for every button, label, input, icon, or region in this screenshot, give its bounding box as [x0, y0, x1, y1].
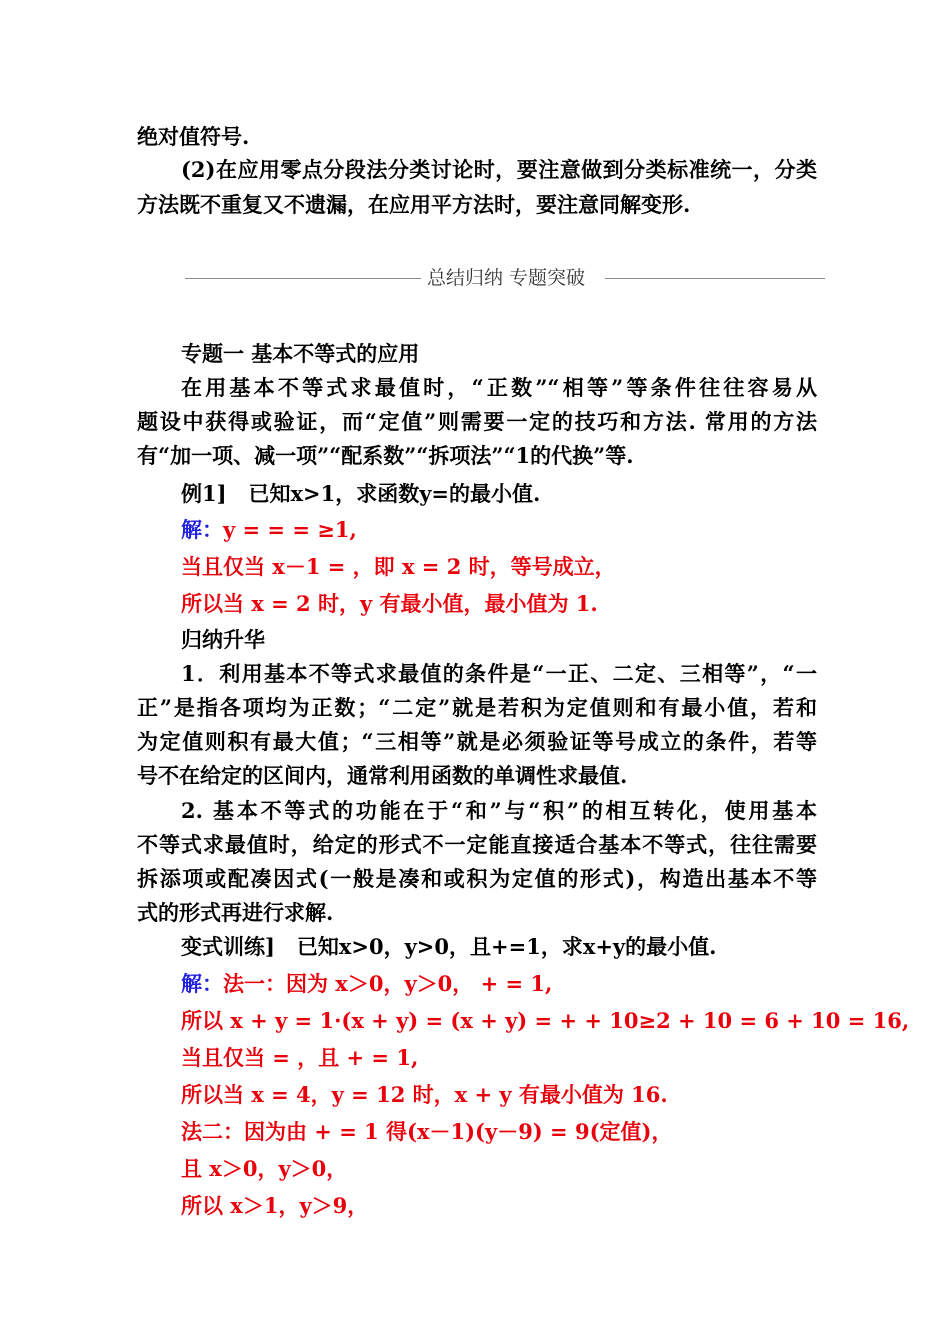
- variant-method1-line-3: 当且仅当 = ，且 + = 1,: [181, 1045, 419, 1070]
- summary-line-2: 正”是指各项均为正数；“二定”就是若积为定值则和有最小值，若和: [137, 695, 817, 720]
- divider-rule-right: [605, 278, 825, 279]
- variant-method1-line-4: 所以当 x = 4，y = 12 时，x + y 有最小值为 16.: [181, 1082, 668, 1107]
- variant-label: 变式训练]: [181, 934, 275, 959]
- summary-line-1: 1．利用基本不等式求最值的条件是“一正、二定、三相等”，“一: [181, 661, 817, 686]
- summary-line-8: 式的形式再进行求解.: [137, 900, 334, 925]
- variant-method1-line-1: [181, 966, 817, 1002]
- summary-line-6: 不等式求最值时，给定的形式不一定能直接适合基本不等式，往往需要: [137, 832, 817, 857]
- divider-rule-left: [185, 278, 421, 279]
- topic-heading: 专题一 基本不等式的应用: [181, 341, 420, 366]
- variant-problem: [181, 929, 817, 965]
- example1-solution-line-2: 当且仅当 x－1 = ，即 x = 2 时，等号成立，: [181, 554, 616, 579]
- variant-method2-line-3: 所以 x＞1，y＞9，: [181, 1193, 369, 1218]
- variant-method1-line-2: 所以 x + y = 1·(x + y) = (x + y) = + + 10≥2 + 10 = 6 + 10 = 16,: [181, 1008, 910, 1033]
- summary-line-7: 拆添项或配凑因式(一般是凑和或积为定值的形式)，构造出基本不等: [137, 866, 817, 891]
- intro-line-1: 绝对值符号.: [137, 124, 250, 149]
- example1-solution-text-1: y = = = ≥1,: [223, 517, 357, 542]
- variant-method2-text-1: 因为由 + = 1 得(x－1)(y－9) = 9(定值)，: [244, 1119, 673, 1144]
- example1-text: 已知x>1，求函数y=的最小值.: [248, 481, 541, 506]
- example1-label: 例1]: [181, 481, 227, 506]
- topic-intro-line-2: 题设中获得或验证，而“定值”则需要一定的技巧和方法. 常用的方法: [137, 409, 817, 434]
- variant-method1-text-1: 因为 x＞0，y＞0， + = 1,: [286, 971, 553, 996]
- topic-intro-line-3: 有“加一项、减一项”“配系数”“拆项法”“1的代换”等.: [137, 443, 634, 468]
- topic-intro-line-1: 在用基本不等式求最值时，“正数”“相等”等条件往往容易从: [181, 375, 817, 400]
- example1-solution-label: 解：: [181, 517, 223, 542]
- example1-problem: [181, 476, 817, 512]
- summary-heading: 归纳升华: [181, 627, 265, 652]
- variant-text: 已知x>0，y>0，且+=1，求x+y的最小值.: [296, 934, 717, 959]
- variant-method2-line-1: [181, 1114, 817, 1150]
- intro-line-2: (2)在应用零点分段法分类讨论时，要注意做到分类标准统一，分类: [181, 157, 817, 182]
- variant-method2-label: 法二：: [181, 1119, 244, 1144]
- summary-line-3: 为定值则积有最大值；“三相等”就是必须验证等号成立的条件，若等: [137, 729, 817, 754]
- variant-method1-label: 法一：: [223, 971, 286, 996]
- example1-solution-line-3: 所以当 x = 2 时，y 有最小值，最小值为 1.: [181, 591, 598, 616]
- summary-line-5: 2. 基本不等式的功能在于“和”与“积”的相互转化，使用基本: [181, 798, 817, 823]
- section-divider: [185, 263, 825, 293]
- intro-line-3: 方法既不重复又不遗漏，在应用平方法时，要注意同解变形.: [137, 192, 691, 217]
- section-divider-label: 总结归纳 专题突破: [427, 267, 586, 289]
- example1-solution-line-1: [181, 512, 817, 548]
- variant-method2-line-2: 且 x＞0，y＞0，: [181, 1156, 348, 1181]
- summary-line-4: 号不在给定的区间内，通常利用函数的单调性求最值.: [137, 763, 628, 788]
- variant-solution-label: 解：: [181, 971, 223, 996]
